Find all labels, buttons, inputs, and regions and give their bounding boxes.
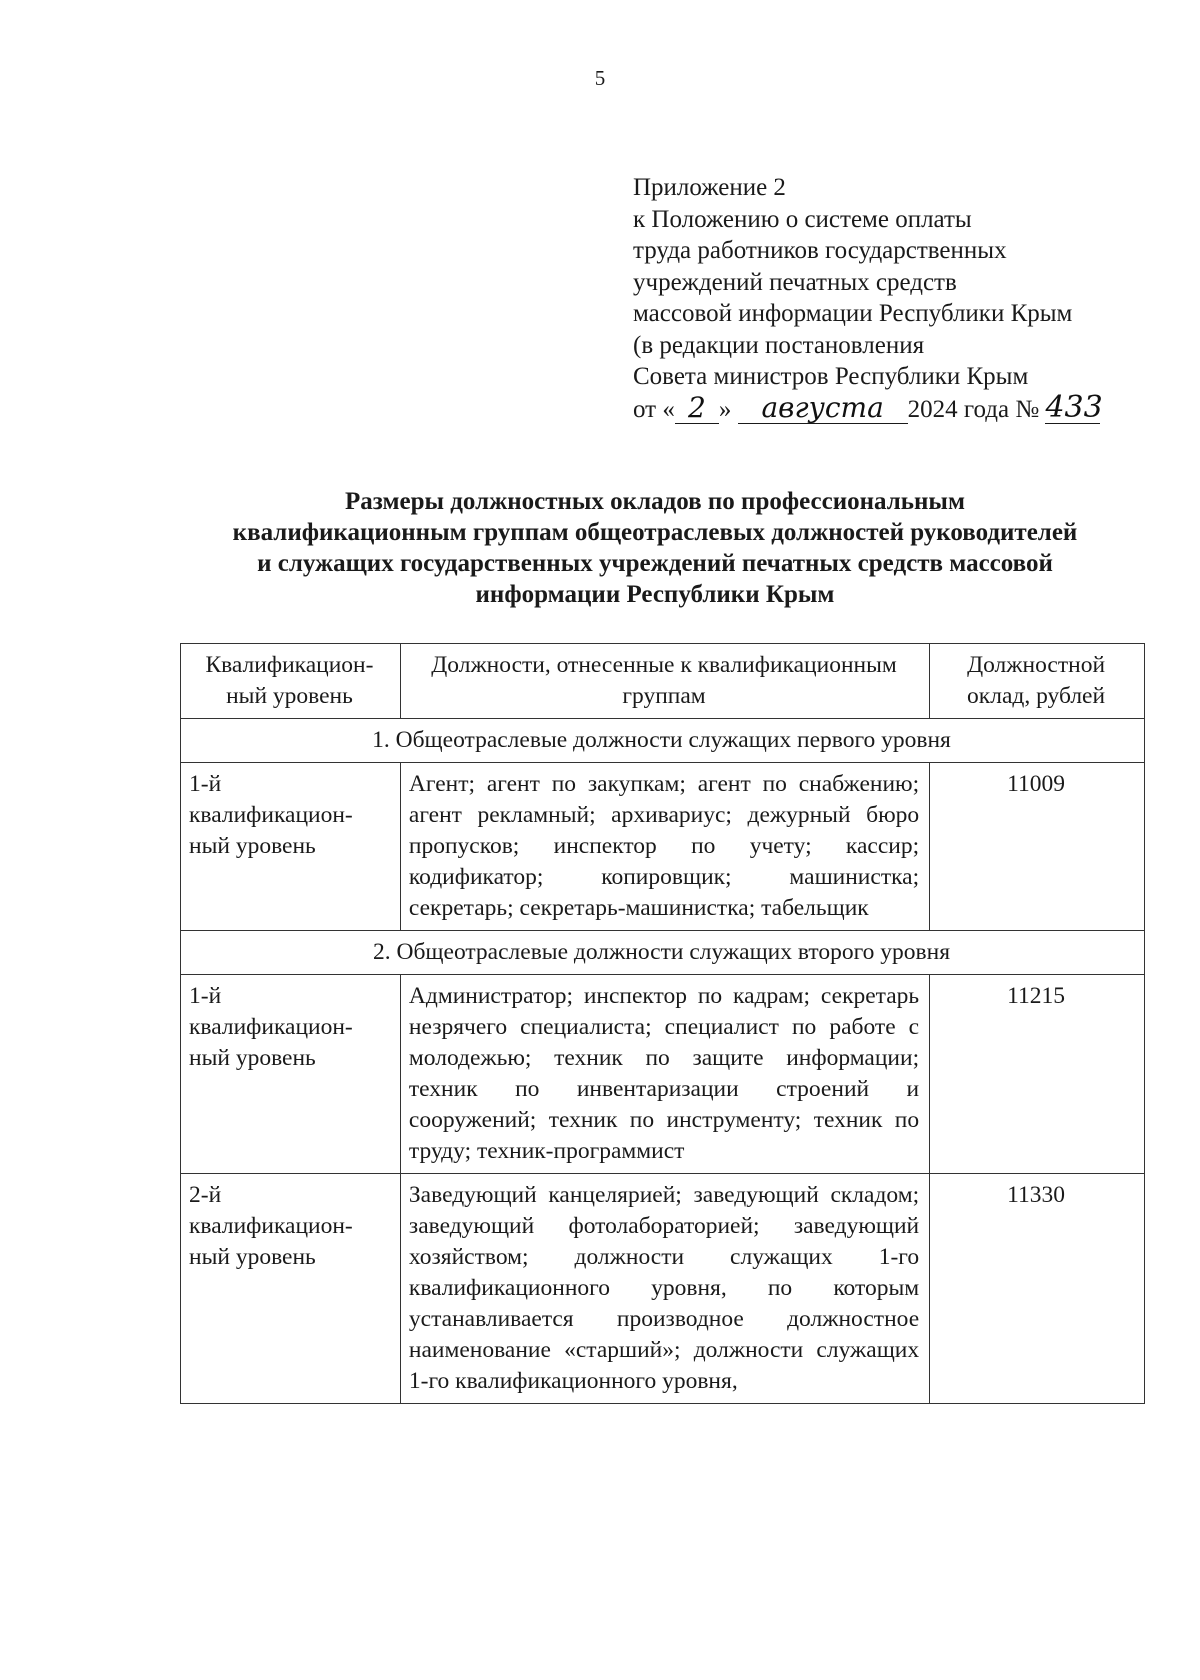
salary-cell: 11215 (930, 975, 1145, 1174)
level-cell: 2-й квалификацион-ный уровень (181, 1174, 401, 1404)
section-row (181, 931, 1145, 975)
page-number: 5 (594, 66, 606, 90)
header-salary: Должностной оклад, рублей (930, 644, 1145, 719)
document-title (160, 486, 1150, 610)
appendix-line: массовой информации Республики Крым (633, 300, 1073, 327)
positions-cell: Администратор; инспектор по кадрам; секретарь незрячего специалиста; специалист по работе с молодежью; техник по защите информации; техник по инвентаризации строений и сооружений; техник по инструменту; техник по труду; техник-программист (400, 975, 929, 1174)
table-row (181, 975, 1145, 1174)
handwritten-month: августа (738, 393, 908, 424)
table-row (181, 763, 1145, 931)
section-title: 1. Общеотраслевые должности служащих первого уровня (181, 719, 1145, 763)
appendix-block (633, 172, 1173, 425)
table-header-row (181, 644, 1145, 719)
salary-cell: 11009 (930, 763, 1145, 931)
title-line: информации Республики Крым (475, 581, 835, 608)
appendix-line: труда работников государственных (633, 237, 1007, 264)
date-year-text: 2024 года № (907, 395, 1040, 423)
appendix-line: (в редакции постановления (633, 331, 925, 359)
appendix-line: учреждений печатных средств (633, 268, 957, 296)
table-row (181, 1174, 1145, 1404)
resolution-date-line (633, 389, 1173, 426)
appendix-line: Приложение 2 (633, 174, 786, 201)
positions-cell: Заведующий канцелярией; заведующий складом; заведующий фотолабораторией; заведующий хозяйством; должности служащих 1-го квалификационного уровня, по которым устанавливается производное должностное наименование «старший»; должности служащих 1-го квалификационного уровня, (400, 1174, 929, 1404)
appendix-line: к Положению о системе оплаты (633, 205, 972, 233)
positions-cell: Агент; агент по закупкам; агент по снабжению; агент рекламный; архивариус; дежурный бюро пропусков; инспектор по учету; кассир; кодификатор; копировщик; машинистка; секретарь; секретарь-машинистка; табельщик (400, 763, 929, 931)
title-line: и служащих государственных учреждений печатных средств массовой (257, 550, 1053, 577)
section-row (181, 719, 1145, 763)
title-line: квалификационным группам общеотраслевых должностей руководителей (232, 519, 1078, 546)
level-cell: 1-й квалификацион-ный уровень (181, 763, 401, 931)
title-line: Размеры должностных окладов по профессиональным (345, 488, 965, 515)
handwritten-day: 2 (675, 393, 719, 424)
date-quote: » (718, 395, 732, 423)
handwritten-doc-number: 433 (1045, 389, 1103, 425)
header-level: Квалификацион-ный уровень (181, 644, 401, 719)
appendix-line: Совета министров Республики Крым (633, 363, 1029, 390)
level-cell: 1-й квалификацион-ный уровень (181, 975, 401, 1174)
date-prefix: от « (633, 395, 675, 423)
salary-table (180, 643, 1145, 1404)
section-title: 2. Общеотраслевые должности служащих второго уровня (181, 931, 1145, 975)
salary-cell: 11330 (930, 1174, 1145, 1404)
header-positions: Должности, отнесенные к квалификационным группам (400, 644, 929, 719)
